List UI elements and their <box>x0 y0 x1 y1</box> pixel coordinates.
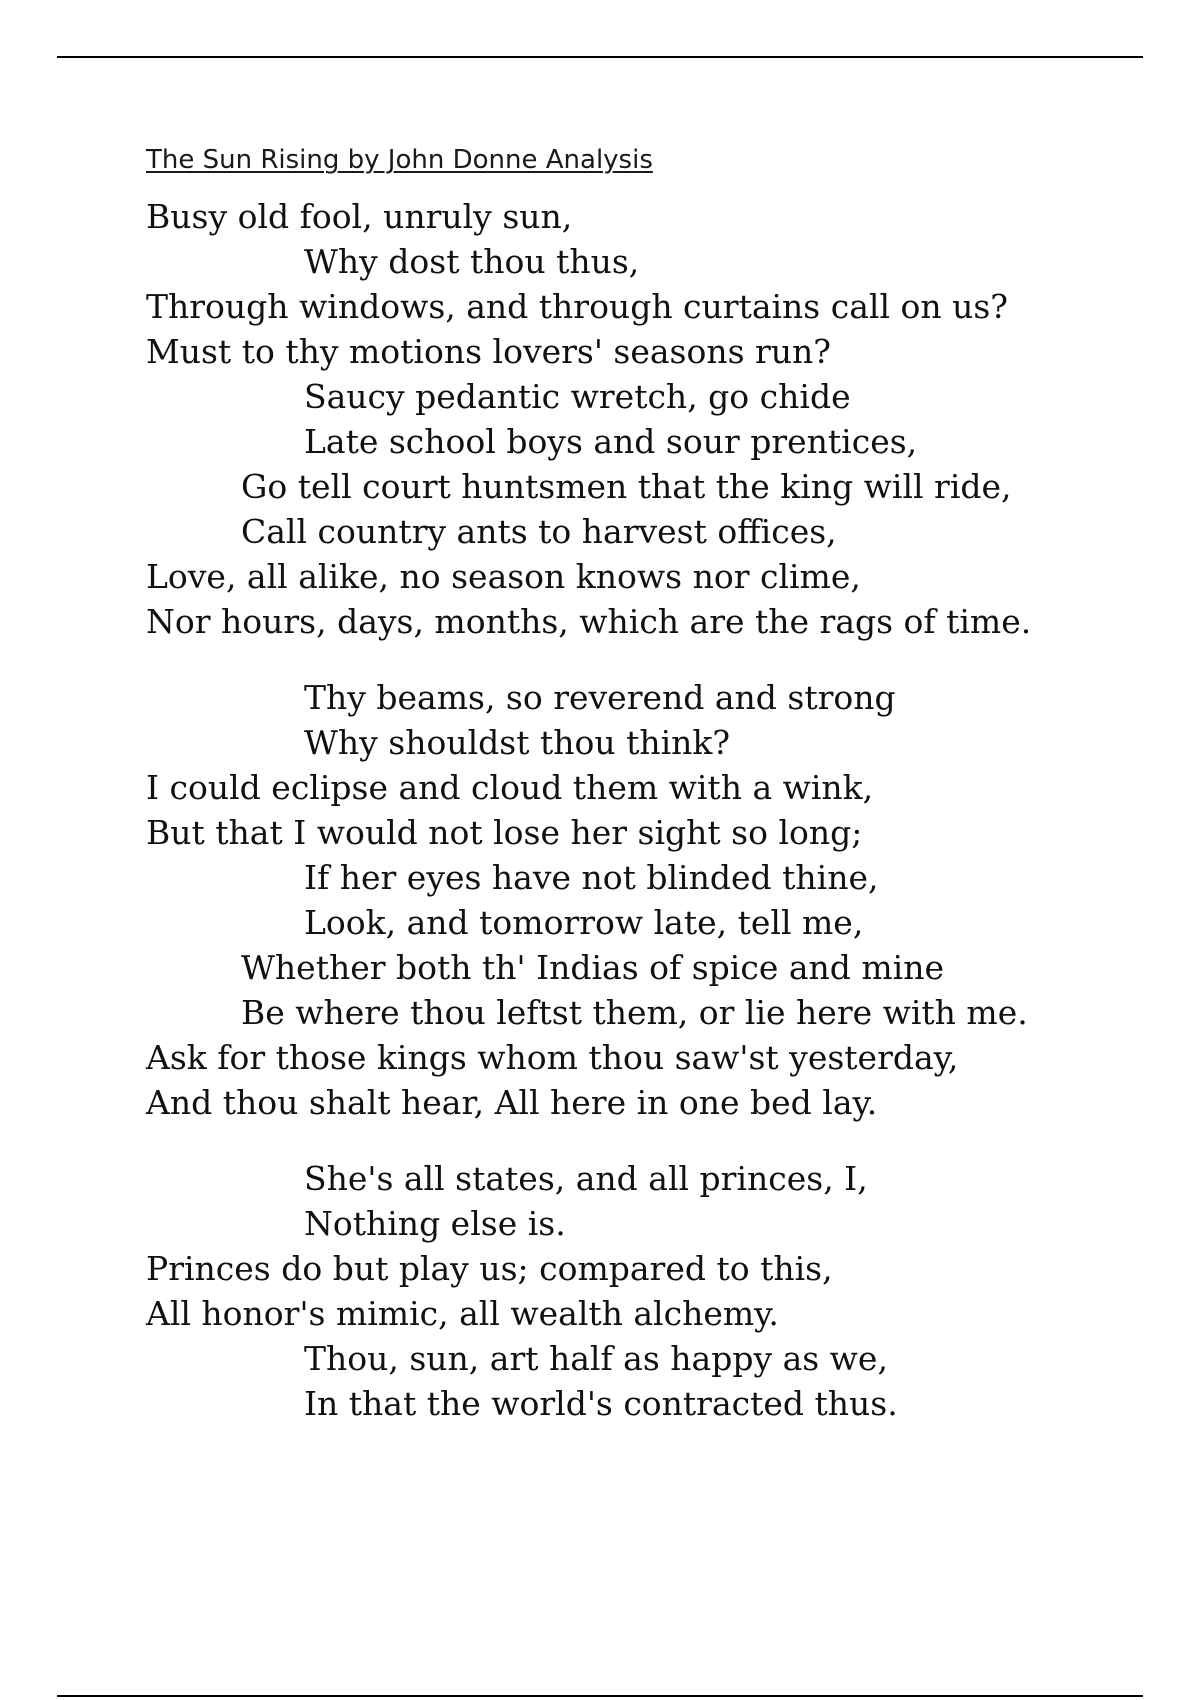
document-title: The Sun Rising by John Donne Analysis <box>146 145 653 175</box>
poem-line: Love, all alike, no season knows nor clime, <box>146 557 861 596</box>
poem-line: If her eyes have not blinded thine, <box>304 858 879 897</box>
poem-line: In that the world's contracted thus. <box>304 1384 898 1423</box>
poem-line: Saucy pedantic wretch, go chide <box>304 377 851 416</box>
poem-line: Busy old fool, unruly sun, <box>146 197 573 236</box>
poem-line: Look, and tomorrow late, tell me, <box>304 903 864 942</box>
poem-line: All honor's mimic, all wealth alchemy. <box>146 1294 779 1333</box>
poem-line: Call country ants to harvest offices, <box>241 512 837 551</box>
stanza-2 <box>146 675 1146 1125</box>
poem-body <box>146 194 1146 1457</box>
header-rule <box>57 56 1143 58</box>
poem-line: Nor hours, days, months, which are the rags of time. <box>146 602 1032 641</box>
poem-line: Thy beams, so reverend and strong <box>304 678 896 717</box>
poem-line: Princes do but play us; compared to this, <box>146 1249 833 1288</box>
poem-line: She's all states, and all princes, I, <box>304 1159 868 1198</box>
footer-rule <box>57 1695 1143 1697</box>
poem-line: Nothing else is. <box>304 1204 566 1243</box>
poem-line: Whether both th' Indias of spice and mine <box>241 948 945 987</box>
stanza-3 <box>146 1156 1146 1426</box>
poem-line: Must to thy motions lovers' seasons run? <box>146 332 831 371</box>
poem-line: Why dost thou thus, <box>304 242 640 281</box>
poem-line: But that I would not lose her sight so long; <box>146 813 863 852</box>
poem-line: Go tell court huntsmen that the king will ride, <box>241 467 1012 506</box>
poem-line: Thou, sun, art half as happy as we, <box>304 1339 888 1378</box>
poem-line: Through windows, and through curtains call on us? <box>146 287 1008 326</box>
stanza-1 <box>146 194 1146 644</box>
poem-line: Ask for those kings whom thou saw'st yesterday, <box>146 1038 959 1077</box>
poem-line: Late school boys and sour prentices, <box>304 422 918 461</box>
poem-line: Be where thou leftst them, or lie here with me. <box>241 993 1028 1032</box>
poem-line: Why shouldst thou think? <box>304 723 731 762</box>
poem-line: And thou shalt hear, All here in one bed lay. <box>146 1083 878 1122</box>
poem-line: I could eclipse and cloud them with a wink, <box>146 768 874 807</box>
